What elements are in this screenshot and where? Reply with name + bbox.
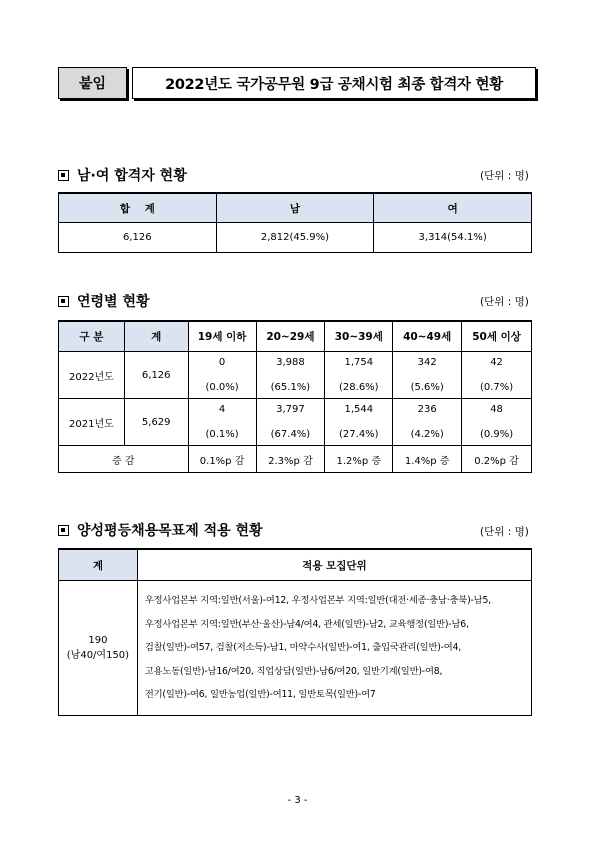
gender-female-value: 3,314(54.1%) <box>374 223 532 253</box>
table-row <box>59 399 532 446</box>
age-header-category: 구 분 <box>59 321 125 352</box>
equality-section-heading <box>58 520 263 540</box>
age-header-total: 계 <box>124 321 188 352</box>
equality-unit-line: 우정사업본부 지역:일반(부산·울산)-남4/여4, 관세(일반)-남2, 교육행정(일반)-남6, <box>144 618 469 630</box>
equality-total <box>59 581 138 716</box>
age-heading-text: 연령별 현황 <box>77 294 150 310</box>
table-row <box>59 352 532 399</box>
gender-heading-text: 남·여 합격자 현황 <box>77 168 187 184</box>
age-pct: (67.4%) <box>270 429 311 440</box>
section-bullet-icon <box>58 170 69 181</box>
equality-header-units: 적용 모집단위 <box>137 549 531 581</box>
age-diff-value: 2.3%p 감 <box>256 446 325 473</box>
equality-table <box>58 548 532 716</box>
age-pct: (28.6%) <box>339 382 379 393</box>
age-diff-value: 0.1%p 감 <box>188 446 256 473</box>
age-count: 236 <box>417 404 437 415</box>
attachment-tag: 붙임 <box>58 67 127 99</box>
age-diff-value: 0.2%p 감 <box>462 446 532 473</box>
age-count: 42 <box>490 357 503 368</box>
gender-header-total: 합 계 <box>59 193 217 223</box>
age-row-year: 2022년도 <box>59 352 125 399</box>
gender-male-value: 2,812(45.9%) <box>216 223 374 253</box>
equality-heading-text: 양성평등채용목표제 적용 현황 <box>77 523 263 539</box>
equality-total-breakdown: (남40/여150) <box>66 649 130 661</box>
equality-units-cell <box>137 581 531 716</box>
age-unit: (단위 : 명) <box>480 296 529 308</box>
equality-header-total: 계 <box>59 549 138 581</box>
age-row-year: 2021년도 <box>59 399 125 446</box>
equality-unit-line: 검찰(일반)-여57, 검찰(저소득)-남1, 마약수사(일반)-여1, 출입국관리(일반)-여4, <box>144 642 462 653</box>
age-pct: (0.1%) <box>205 429 239 440</box>
age-pct: (27.4%) <box>339 429 379 440</box>
age-pct: (0.7%) <box>479 382 514 393</box>
age-count: 342 <box>417 357 437 368</box>
age-pct: (0.9%) <box>479 429 514 440</box>
age-diff-value: 1.2%p 증 <box>325 446 393 473</box>
equality-unit: (단위 : 명) <box>480 526 529 538</box>
age-pct: (5.6%) <box>410 382 444 393</box>
equality-unit-line: 전기(일반)-여6, 일반농업(일반)-여11, 일반토목(일반)-여7 <box>144 689 376 700</box>
age-pct: (4.2%) <box>410 429 444 440</box>
age-count: 1,544 <box>344 404 374 415</box>
age-count: 3,797 <box>276 404 305 415</box>
equality-total-count: 190 <box>88 634 108 646</box>
age-header-under19: 19세 이하 <box>188 321 256 352</box>
age-header-30s: 30~39세 <box>325 321 393 352</box>
age-count: 3,988 <box>276 357 305 368</box>
gender-total-value: 6,126 <box>59 223 217 253</box>
page-title: 2022년도 국가공무원 9급 공채시험 최종 합격자 현황 <box>132 67 536 99</box>
gender-unit: (단위 : 명) <box>480 170 529 182</box>
section-bullet-icon <box>58 525 69 536</box>
gender-section-heading <box>58 165 187 185</box>
age-count: 1,754 <box>344 357 374 368</box>
gender-header-male: 남 <box>216 193 374 223</box>
age-count: 0 <box>218 357 226 368</box>
age-diff-value: 1.4%p 증 <box>393 446 462 473</box>
age-pct: (65.1%) <box>270 382 311 393</box>
age-count: 4 <box>218 404 226 415</box>
age-section-heading <box>58 291 150 311</box>
equality-unit-line: 우정사업본부 지역:일반(서울)-여12, 우정사업본부 지역:일반(대전·세종·충남·충북)-남5, <box>144 595 491 606</box>
age-header-50plus: 50세 이상 <box>462 321 532 352</box>
age-diff-label: 증 감 <box>59 446 189 473</box>
age-row-total: 6,126 <box>124 352 188 399</box>
age-header-20s: 20~29세 <box>256 321 325 352</box>
table-row <box>59 446 532 473</box>
section-bullet-icon <box>58 296 69 307</box>
age-pct: (0.0%) <box>205 382 239 393</box>
age-table <box>58 320 532 473</box>
age-count: 48 <box>490 404 503 415</box>
age-row-total: 5,629 <box>124 399 188 446</box>
equality-unit-line: 고용노동(일반)-남16/여20, 직업상담(일반)-남6/여20, 일반기계(일반)-여8, <box>144 665 443 677</box>
gender-header-female: 여 <box>374 193 532 223</box>
gender-table <box>58 192 532 253</box>
page-number: - 3 - <box>287 795 308 806</box>
age-header-40s: 40~49세 <box>393 321 462 352</box>
